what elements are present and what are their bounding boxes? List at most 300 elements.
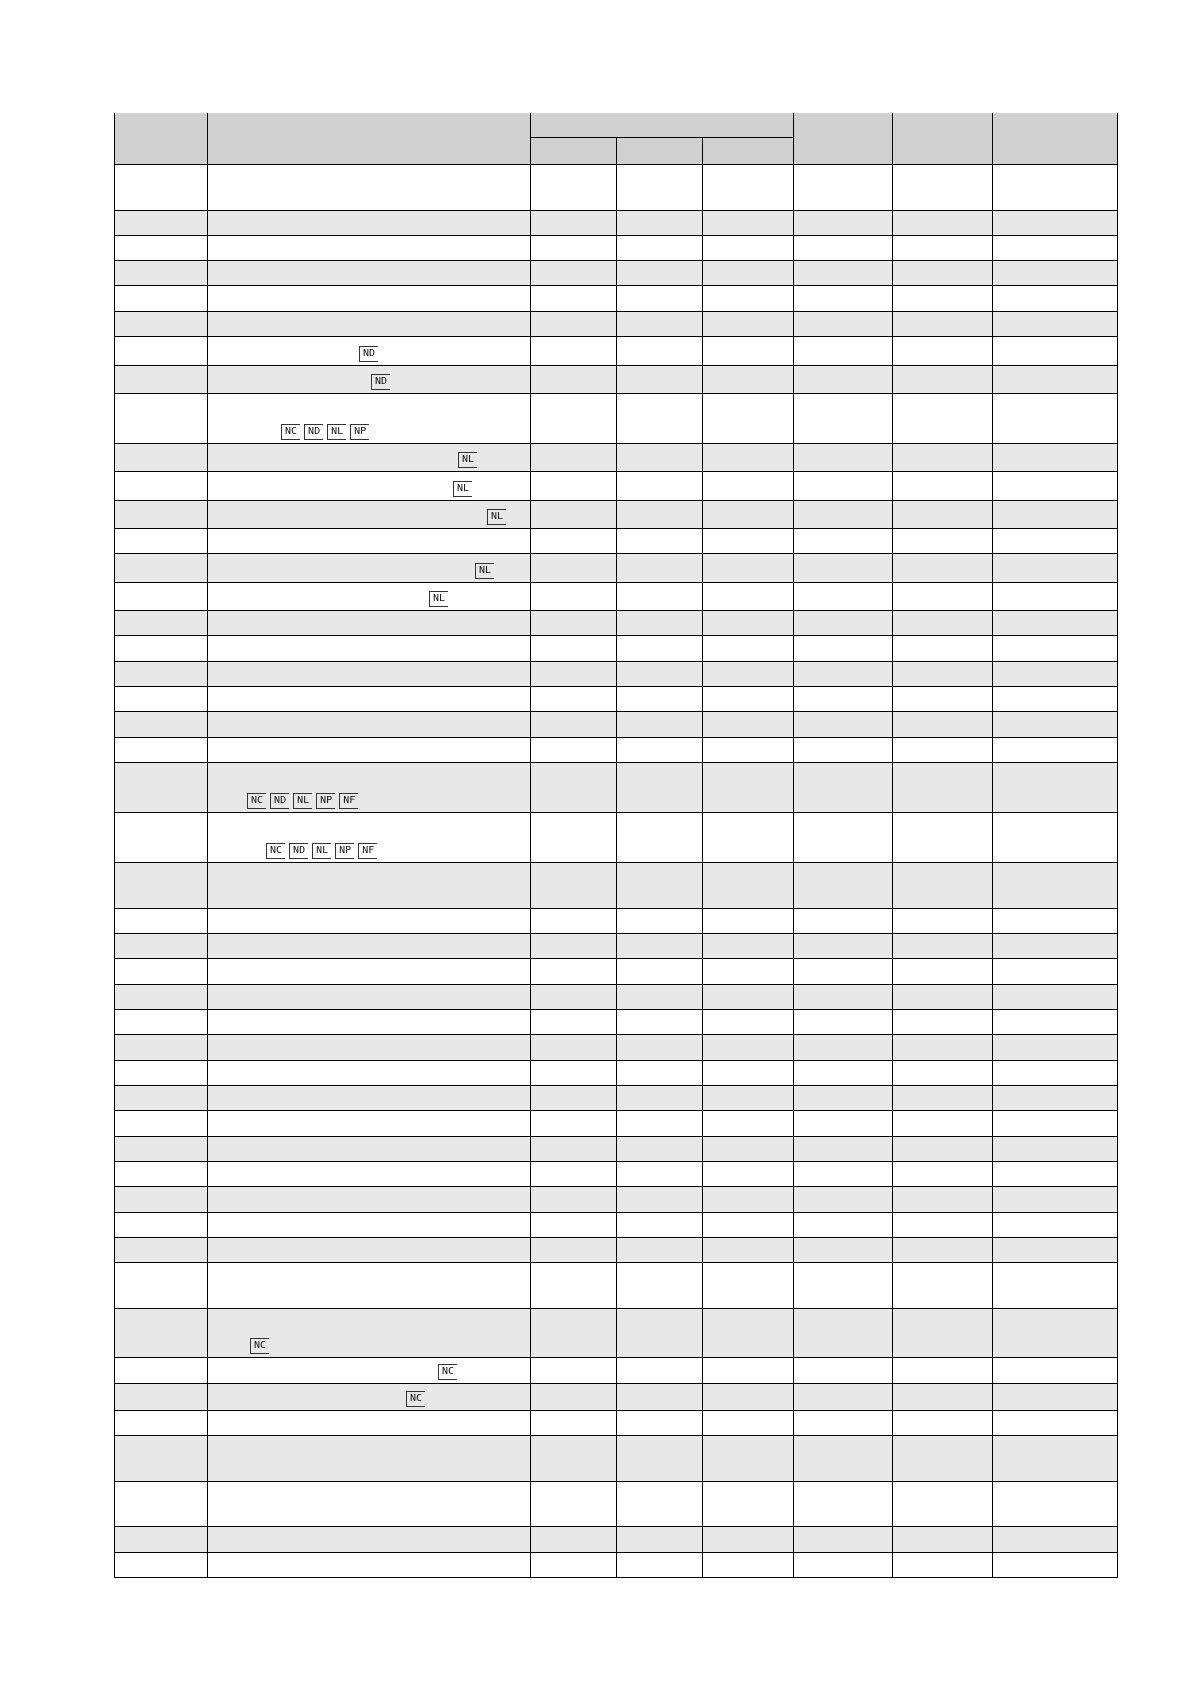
table-row — [114, 1213, 1118, 1238]
table-cell — [703, 959, 794, 985]
table-cell — [114, 366, 208, 394]
table-cell — [893, 611, 993, 636]
table-cell — [531, 1527, 617, 1553]
table-cell — [794, 1010, 893, 1035]
table-row — [114, 687, 1118, 712]
table-cell — [794, 813, 893, 863]
table-cell — [617, 236, 703, 261]
table-cell — [993, 554, 1118, 583]
table-cell — [703, 712, 794, 738]
header-cell-group — [531, 113, 794, 138]
header-cell-6 — [794, 113, 893, 165]
table-cell — [993, 909, 1118, 934]
table-cell — [617, 394, 703, 444]
table-cell — [993, 1187, 1118, 1213]
table-cell — [617, 286, 703, 312]
table-cell — [893, 165, 993, 211]
table-cell — [114, 1111, 208, 1137]
table-row — [114, 1482, 1118, 1527]
table-cell — [617, 444, 703, 472]
table-cell — [794, 211, 893, 236]
table-cell — [531, 636, 617, 662]
header-subcell-2 — [617, 138, 703, 165]
table-row — [114, 472, 1118, 501]
table-cell — [993, 261, 1118, 286]
table-cell — [114, 1482, 208, 1527]
table-row — [114, 1436, 1118, 1482]
table-cell — [794, 1187, 893, 1213]
table-cell — [208, 813, 531, 863]
table-cell — [893, 472, 993, 501]
table-cell — [114, 1086, 208, 1111]
table-cell — [993, 985, 1118, 1010]
table-cell — [703, 583, 794, 611]
table-cell — [794, 1035, 893, 1061]
table-cell — [993, 394, 1118, 444]
table-cell — [993, 1111, 1118, 1137]
table-cell — [531, 1309, 617, 1358]
table-header — [114, 113, 1118, 165]
table-cell — [993, 1384, 1118, 1411]
table-cell — [993, 959, 1118, 985]
table-cell — [114, 959, 208, 985]
table-row — [114, 1384, 1118, 1411]
table-cell — [794, 662, 893, 687]
table-cell — [993, 712, 1118, 738]
table-cell — [617, 211, 703, 236]
table-cell — [794, 763, 893, 813]
badge-group — [458, 452, 477, 468]
table-cell — [703, 165, 794, 211]
table-row — [114, 662, 1118, 687]
table-row — [114, 738, 1118, 763]
table-cell — [114, 1553, 208, 1578]
table-cell — [114, 636, 208, 662]
table-cell — [993, 636, 1118, 662]
table-cell — [208, 312, 531, 337]
table-cell — [208, 959, 531, 985]
table-row — [114, 211, 1118, 236]
table-row — [114, 1238, 1118, 1263]
table-row — [114, 554, 1118, 583]
table-cell — [531, 1384, 617, 1411]
table-cell — [993, 1162, 1118, 1187]
table-cell — [893, 312, 993, 337]
table-cell — [703, 611, 794, 636]
table-cell — [531, 863, 617, 909]
table-cell — [993, 165, 1118, 211]
table-row — [114, 337, 1118, 366]
table-cell — [703, 1411, 794, 1436]
table-cell — [531, 763, 617, 813]
table-cell — [794, 1086, 893, 1111]
table-cell — [993, 444, 1118, 472]
table-cell — [114, 472, 208, 501]
table-cell — [893, 763, 993, 813]
table-cell — [208, 1137, 531, 1162]
table-cell — [617, 165, 703, 211]
table-cell — [893, 1035, 993, 1061]
table-cell — [703, 472, 794, 501]
table-cell — [703, 1187, 794, 1213]
table-cell — [893, 1010, 993, 1035]
table-cell — [114, 763, 208, 813]
table-cell — [993, 1436, 1118, 1482]
table-cell — [893, 636, 993, 662]
table-row — [114, 1358, 1118, 1384]
table-cell — [208, 636, 531, 662]
code-badge: NL — [453, 481, 472, 497]
table-cell — [993, 1482, 1118, 1527]
table-cell — [208, 863, 531, 909]
table-cell — [794, 1309, 893, 1358]
table-cell — [703, 366, 794, 394]
table-cell — [703, 662, 794, 687]
table-cell — [993, 763, 1118, 813]
table-row — [114, 863, 1118, 909]
table-cell — [703, 501, 794, 529]
table-cell — [893, 959, 993, 985]
table-cell — [208, 1553, 531, 1578]
code-badge: NL — [312, 843, 331, 859]
table-cell — [893, 529, 993, 554]
table-cell — [531, 394, 617, 444]
table-cell — [794, 909, 893, 934]
table-cell — [114, 312, 208, 337]
table-cell — [893, 211, 993, 236]
table-cell — [893, 1238, 993, 1263]
table-cell — [114, 863, 208, 909]
table-cell — [794, 1137, 893, 1162]
table-cell — [114, 1213, 208, 1238]
table-cell — [531, 611, 617, 636]
table-cell — [617, 1358, 703, 1384]
table-cell — [208, 1263, 531, 1309]
table-row — [114, 1187, 1118, 1213]
table-cell — [617, 261, 703, 286]
table-cell — [703, 1482, 794, 1527]
header-cell-1 — [114, 113, 208, 165]
table-cell — [993, 211, 1118, 236]
table-cell — [208, 738, 531, 763]
table-cell — [794, 1111, 893, 1137]
table-cell — [617, 1384, 703, 1411]
table-cell — [703, 813, 794, 863]
table-cell — [893, 662, 993, 687]
table-cell — [703, 1238, 794, 1263]
table-cell — [531, 1553, 617, 1578]
table-cell — [531, 934, 617, 959]
table-cell — [531, 813, 617, 863]
table-row — [114, 1010, 1118, 1035]
table-cell — [703, 236, 794, 261]
table-cell — [703, 1162, 794, 1187]
table-cell — [114, 1035, 208, 1061]
table-cell — [893, 1263, 993, 1309]
table-cell — [703, 1436, 794, 1482]
table-cell — [531, 1162, 617, 1187]
table-cell — [617, 909, 703, 934]
table-cell — [531, 1358, 617, 1384]
badge-group — [406, 1391, 425, 1407]
table-cell — [993, 1527, 1118, 1553]
table-cell — [993, 934, 1118, 959]
table-cell — [794, 501, 893, 529]
code-badge: ND — [304, 424, 323, 440]
table-cell — [893, 1482, 993, 1527]
table-cell — [617, 934, 703, 959]
table-cell — [114, 211, 208, 236]
table-cell — [794, 261, 893, 286]
table-cell — [531, 472, 617, 501]
table-cell — [114, 909, 208, 934]
table-cell — [703, 337, 794, 366]
badge-group — [247, 793, 358, 809]
table-cell — [794, 1482, 893, 1527]
table-cell — [617, 1086, 703, 1111]
table-cell — [893, 1162, 993, 1187]
table-cell — [703, 687, 794, 712]
table-cell — [617, 813, 703, 863]
table-cell — [794, 165, 893, 211]
table-cell — [703, 1263, 794, 1309]
code-badge: NC — [406, 1391, 425, 1407]
header-subcell-1 — [531, 138, 617, 165]
table-cell — [993, 1010, 1118, 1035]
table-cell — [993, 738, 1118, 763]
code-badge: ND — [359, 346, 378, 362]
table-cell — [617, 1527, 703, 1553]
table-cell — [893, 1309, 993, 1358]
table-cell — [114, 1187, 208, 1213]
table-row — [114, 1309, 1118, 1358]
table-cell — [114, 165, 208, 211]
table-cell — [208, 211, 531, 236]
table-cell — [794, 529, 893, 554]
code-badge: NC — [247, 793, 266, 809]
code-badge: NL — [475, 563, 494, 579]
table-cell — [893, 1436, 993, 1482]
table-cell — [703, 909, 794, 934]
table-cell — [794, 1358, 893, 1384]
code-badge: NP — [316, 793, 335, 809]
table-cell — [893, 1187, 993, 1213]
table-cell — [617, 1263, 703, 1309]
table-cell — [531, 1111, 617, 1137]
table-cell — [208, 501, 531, 529]
table-cell — [794, 444, 893, 472]
table-cell — [531, 1263, 617, 1309]
table-cell — [531, 1187, 617, 1213]
table-cell — [794, 554, 893, 583]
table-cell — [893, 1527, 993, 1553]
table-cell — [208, 1527, 531, 1553]
table-cell — [893, 687, 993, 712]
table-cell — [617, 1309, 703, 1358]
table-cell — [993, 1553, 1118, 1578]
table-cell — [617, 366, 703, 394]
table-cell — [114, 337, 208, 366]
table-cell — [993, 1035, 1118, 1061]
table-cell — [114, 1137, 208, 1162]
table-cell — [114, 1162, 208, 1187]
table-cell — [617, 1411, 703, 1436]
table-cell — [703, 763, 794, 813]
table-cell — [617, 529, 703, 554]
table-cell — [114, 1358, 208, 1384]
table-cell — [531, 1482, 617, 1527]
header-cell-2 — [208, 113, 531, 165]
table-cell — [893, 583, 993, 611]
table-row — [114, 165, 1118, 211]
table-cell — [531, 286, 617, 312]
table-cell — [893, 1086, 993, 1111]
badge-group — [429, 591, 448, 607]
table-cell — [114, 286, 208, 312]
table-cell — [993, 1137, 1118, 1162]
table-row — [114, 529, 1118, 554]
table-cell — [114, 583, 208, 611]
table-cell — [993, 337, 1118, 366]
code-badge: NF — [358, 843, 377, 859]
table-cell — [208, 1309, 531, 1358]
table-cell — [617, 554, 703, 583]
table-cell — [993, 501, 1118, 529]
table-cell — [531, 959, 617, 985]
table-cell — [617, 687, 703, 712]
code-badge: NL — [429, 591, 448, 607]
table-cell — [531, 444, 617, 472]
table-cell — [893, 909, 993, 934]
table-cell — [114, 394, 208, 444]
table-cell — [893, 738, 993, 763]
table-cell — [114, 712, 208, 738]
table-cell — [617, 1213, 703, 1238]
table-row — [114, 583, 1118, 611]
table-cell — [703, 1035, 794, 1061]
table-cell — [794, 636, 893, 662]
table-row — [114, 286, 1118, 312]
table-cell — [114, 1263, 208, 1309]
table-cell — [531, 261, 617, 286]
table-cell — [794, 1411, 893, 1436]
table-cell — [531, 312, 617, 337]
badge-group — [487, 509, 506, 525]
table-cell — [794, 286, 893, 312]
table-cell — [794, 959, 893, 985]
table-row — [114, 394, 1118, 444]
table-cell — [794, 1527, 893, 1553]
table-cell — [794, 934, 893, 959]
code-badge: NF — [339, 793, 358, 809]
table-cell — [531, 1411, 617, 1436]
table-row — [114, 261, 1118, 286]
table-cell — [617, 863, 703, 909]
table-cell — [617, 959, 703, 985]
table-cell — [531, 165, 617, 211]
table-cell — [208, 472, 531, 501]
table-cell — [794, 611, 893, 636]
table-cell — [794, 394, 893, 444]
table-cell — [208, 1238, 531, 1263]
table-cell — [208, 286, 531, 312]
table-cell — [617, 583, 703, 611]
table-row — [114, 934, 1118, 959]
table-cell — [114, 813, 208, 863]
table-cell — [114, 236, 208, 261]
table-cell — [617, 611, 703, 636]
table-row — [114, 1061, 1118, 1086]
table-cell — [893, 863, 993, 909]
table-cell — [114, 1010, 208, 1035]
table-cell — [531, 366, 617, 394]
table-cell — [114, 1309, 208, 1358]
table-cell — [617, 1137, 703, 1162]
table-cell — [114, 1384, 208, 1411]
table-cell — [114, 1527, 208, 1553]
table-cell — [703, 636, 794, 662]
table-row — [114, 236, 1118, 261]
table-cell — [993, 662, 1118, 687]
table-cell — [703, 934, 794, 959]
table-cell — [703, 1137, 794, 1162]
table-cell — [208, 261, 531, 286]
table-cell — [893, 985, 993, 1010]
table-cell — [794, 1553, 893, 1578]
table-cell — [993, 1263, 1118, 1309]
table-cell — [993, 863, 1118, 909]
code-badge: NC — [281, 424, 300, 440]
code-badge: NL — [458, 452, 477, 468]
table-cell — [208, 662, 531, 687]
table-cell — [794, 337, 893, 366]
table-cell — [531, 985, 617, 1010]
table-row — [114, 1527, 1118, 1553]
table-cell — [794, 863, 893, 909]
table-cell — [208, 611, 531, 636]
table-cell — [531, 1010, 617, 1035]
code-badge: ND — [289, 843, 308, 859]
badge-group — [438, 1364, 457, 1380]
table-cell — [114, 444, 208, 472]
header-subcell-3 — [703, 138, 794, 165]
table-cell — [703, 444, 794, 472]
code-badge: ND — [371, 374, 390, 390]
table-cell — [531, 909, 617, 934]
table-cell — [993, 366, 1118, 394]
table-cell — [893, 1111, 993, 1137]
table-cell — [531, 1436, 617, 1482]
table-cell — [114, 738, 208, 763]
table-cell — [617, 1436, 703, 1482]
table-row — [114, 909, 1118, 934]
table-cell — [893, 712, 993, 738]
table-cell — [617, 985, 703, 1010]
table-cell — [208, 1061, 531, 1086]
table-cell — [703, 1358, 794, 1384]
table-cell — [993, 529, 1118, 554]
table-cell — [208, 366, 531, 394]
table-row — [114, 636, 1118, 662]
table-row — [114, 813, 1118, 863]
table-cell — [208, 985, 531, 1010]
table-cell — [703, 1061, 794, 1086]
badge-group — [453, 481, 472, 497]
table-cell — [703, 1527, 794, 1553]
table-cell — [114, 1238, 208, 1263]
table-cell — [617, 1187, 703, 1213]
table-cell — [617, 1035, 703, 1061]
